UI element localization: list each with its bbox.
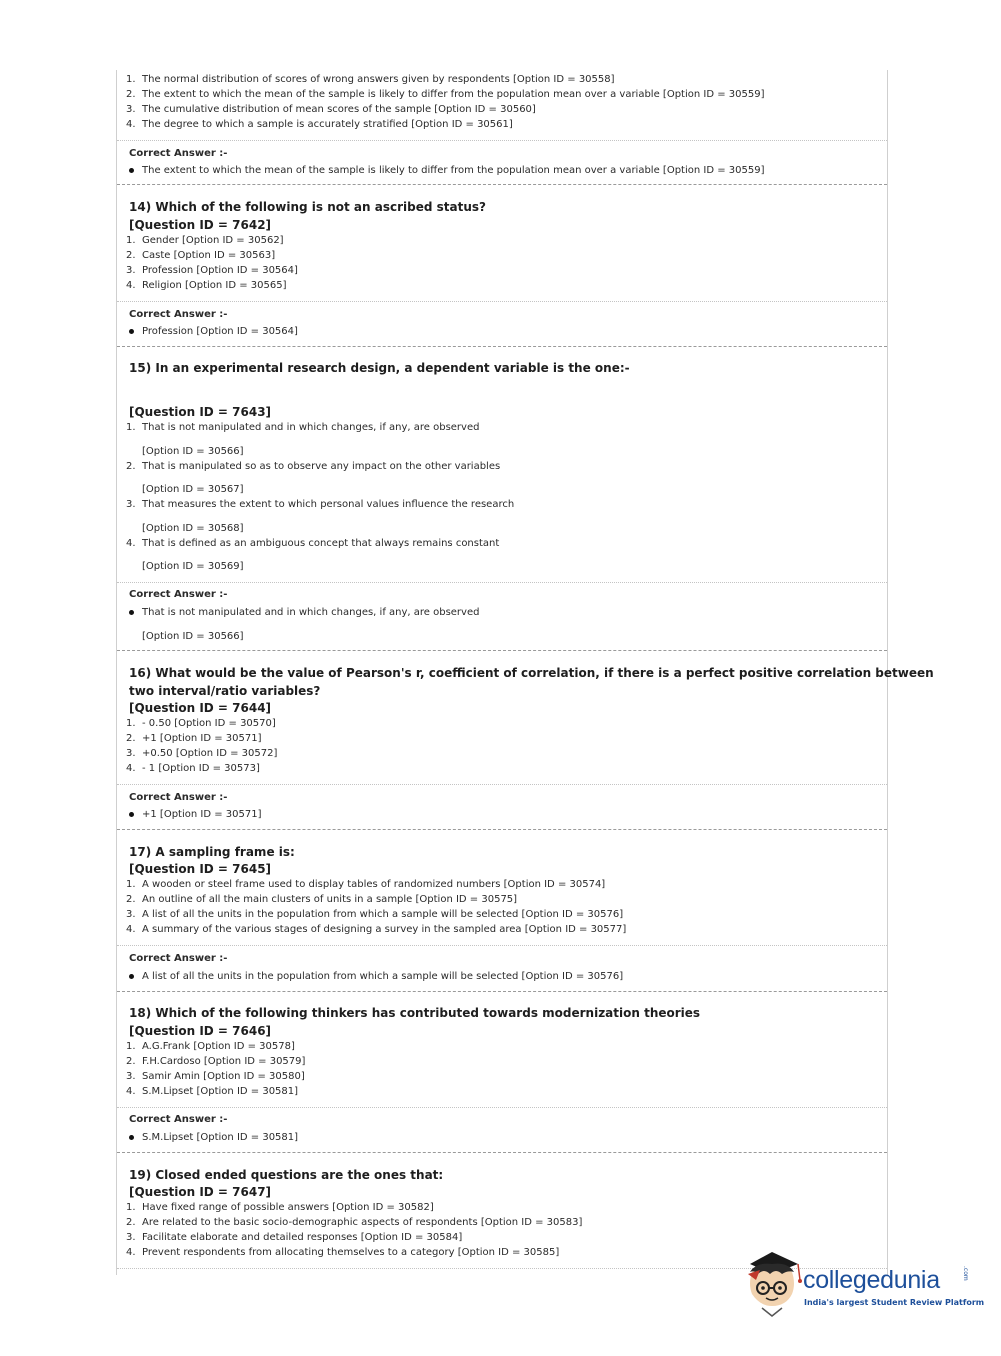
question-id: [Question ID = 7644] [129,701,272,715]
option-text: The normal distribution of scores of wrong answers given by respondents [Option ID = 30558] [142,74,615,85]
option-text: +0.50 [Option ID = 30572] [142,748,278,759]
question-separator [117,346,887,347]
option-number: 1. [126,718,136,729]
option-text: Are related to the basic socio-demographic aspects of respondents [Option ID = 30583] [142,1217,583,1228]
collegedunia-logo[interactable] [742,1250,985,1320]
option-number: 2. [126,89,136,100]
option-text: A wooden or steel frame used to display tables of randomized numbers [Option ID = 30574] [142,879,606,890]
option-text: Religion [Option ID = 30565] [142,280,287,291]
correct-answer-text: Profession [Option ID = 30564] [142,326,298,337]
question-id: [Question ID = 7642] [129,218,272,232]
correct-answer-text: A list of all the units in the population from which a sample will be selected [Option ID = 30576] [142,971,624,982]
option-number: 1. [126,1202,136,1213]
option-number: 4. [126,1247,136,1258]
correct-answer-label: Correct Answer :- [129,1114,228,1125]
correct-answer-label: Correct Answer :- [129,309,228,320]
brand-tagline: India's largest Student Review Platform [804,1298,985,1307]
question-id: [Question ID = 7647] [129,1185,272,1199]
option-number: 4. [126,763,136,774]
option-id: [Option ID = 30568] [142,523,244,534]
option-text: S.M.Lipset [Option ID = 30581] [142,1086,299,1097]
brand-suffix: .com [962,1266,969,1281]
option-number: 2. [126,250,136,261]
correct-answer-id: [Option ID = 30566] [142,631,244,642]
divider [117,1107,887,1108]
option-number: 3. [126,104,136,115]
option-text: Samir Amin [Option ID = 30580] [142,1071,305,1082]
brand-name: collegedunia [803,1266,940,1294]
option-number: 1. [126,74,136,85]
option-number: 2. [126,461,136,472]
option-text: That measures the extent to which personal values influence the research [142,499,515,510]
question-title: 15) In an experimental research design, a dependent variable is the one:- [129,361,630,375]
option-text: Gender [Option ID = 30562] [142,235,284,246]
option-text: F.H.Cardoso [Option ID = 30579] [142,1056,306,1067]
divider [117,140,887,141]
question-separator [117,1152,887,1153]
option-text: - 1 [Option ID = 30573] [142,763,260,774]
option-number: 2. [126,894,136,905]
bullet-icon [129,168,134,173]
option-text: A summary of the various stages of designing a survey in the sampled area [Option ID = 30577] [142,924,627,935]
option-number: 3. [126,499,136,510]
question-title: 18) Which of the following thinkers has contributed towards modernization theories [129,1006,701,1020]
correct-answer-label: Correct Answer :- [129,792,228,803]
option-text: The extent to which the mean of the sample is likely to differ from the population mean over a variable [Option ID = 30559] [142,89,765,100]
option-text: The cumulative distribution of mean scores of the sample [Option ID = 30560] [142,104,536,115]
option-id: [Option ID = 30569] [142,561,244,572]
bullet-icon [129,812,134,817]
option-number: 4. [126,119,136,130]
option-number: 2. [126,733,136,744]
option-number: 4. [126,538,136,549]
option-number: 1. [126,235,136,246]
option-text: Profession [Option ID = 30564] [142,265,298,276]
option-id: [Option ID = 30566] [142,446,244,457]
option-number: 3. [126,748,136,759]
option-text: +1 [Option ID = 30571] [142,733,262,744]
option-text: - 0.50 [Option ID = 30570] [142,718,276,729]
bullet-icon [129,974,134,979]
correct-answer-label: Correct Answer :- [129,148,228,159]
question-id: [Question ID = 7646] [129,1024,272,1038]
option-text: Facilitate elaborate and detailed responses [Option ID = 30584] [142,1232,463,1243]
question-id: [Question ID = 7643] [129,405,272,419]
option-number: 3. [126,1071,136,1082]
option-text: A.G.Frank [Option ID = 30578] [142,1041,295,1052]
divider [117,945,887,946]
option-number: 3. [126,1232,136,1243]
question-separator [117,991,887,992]
option-text: That is manipulated so as to observe any impact on the other variables [142,461,501,472]
option-number: 1. [126,1041,136,1052]
divider [117,301,887,302]
correct-answer-text: S.M.Lipset [Option ID = 30581] [142,1132,299,1143]
question-paper [116,70,934,1275]
question-id: [Question ID = 7645] [129,862,272,876]
option-number: 3. [126,265,136,276]
divider [117,582,887,583]
option-text: A list of all the units in the population from which a sample will be selected [Option ID = 30576] [142,909,624,920]
bullet-icon [129,329,134,334]
option-text: Caste [Option ID = 30563] [142,250,276,261]
option-number: 4. [126,924,136,935]
bullet-icon [129,610,134,615]
question-separator [117,650,887,651]
question-separator [117,829,887,830]
correct-answer-text: +1 [Option ID = 30571] [142,809,262,820]
question-title: 19) Closed ended questions are the ones that: [129,1168,444,1182]
option-number: 1. [126,879,136,890]
option-text: Prevent respondents from allocating themselves to a category [Option ID = 30585] [142,1247,560,1258]
correct-answer-label: Correct Answer :- [129,589,228,600]
option-text: An outline of all the main clusters of units in a sample [Option ID = 30575] [142,894,518,905]
correct-answer-text: The extent to which the mean of the sample is likely to differ from the population mean over a variable [Option ID = 30559] [142,165,765,176]
option-number: 2. [126,1056,136,1067]
question-title-continued: two interval/ratio variables? [129,684,321,698]
option-id: [Option ID = 30567] [142,484,244,495]
option-text: That is not manipulated and in which changes, if any, are observed [142,422,480,433]
mascot-icon [742,1250,804,1318]
option-text: That is defined as an ambiguous concept that always remains constant [142,538,500,549]
option-number: 2. [126,1217,136,1228]
question-title: 14) Which of the following is not an ascribed status? [129,200,486,214]
bullet-icon [129,1135,134,1140]
question-title: 17) A sampling frame is: [129,845,295,859]
question-separator [117,184,887,185]
divider [117,784,887,785]
option-number: 1. [126,422,136,433]
option-text: The degree to which a sample is accurately stratified [Option ID = 30561] [142,119,513,130]
correct-answer-label: Correct Answer :- [129,953,228,964]
question-title: 16) What would be the value of Pearson's r, coefficient of correlation, if there is a perfect positive correlation between [129,666,934,680]
correct-answer-text: That is not manipulated and in which changes, if any, are observed [142,607,480,618]
option-text: Have fixed range of possible answers [Option ID = 30582] [142,1202,434,1213]
option-number: 4. [126,280,136,291]
option-number: 4. [126,1086,136,1097]
option-number: 3. [126,909,136,920]
